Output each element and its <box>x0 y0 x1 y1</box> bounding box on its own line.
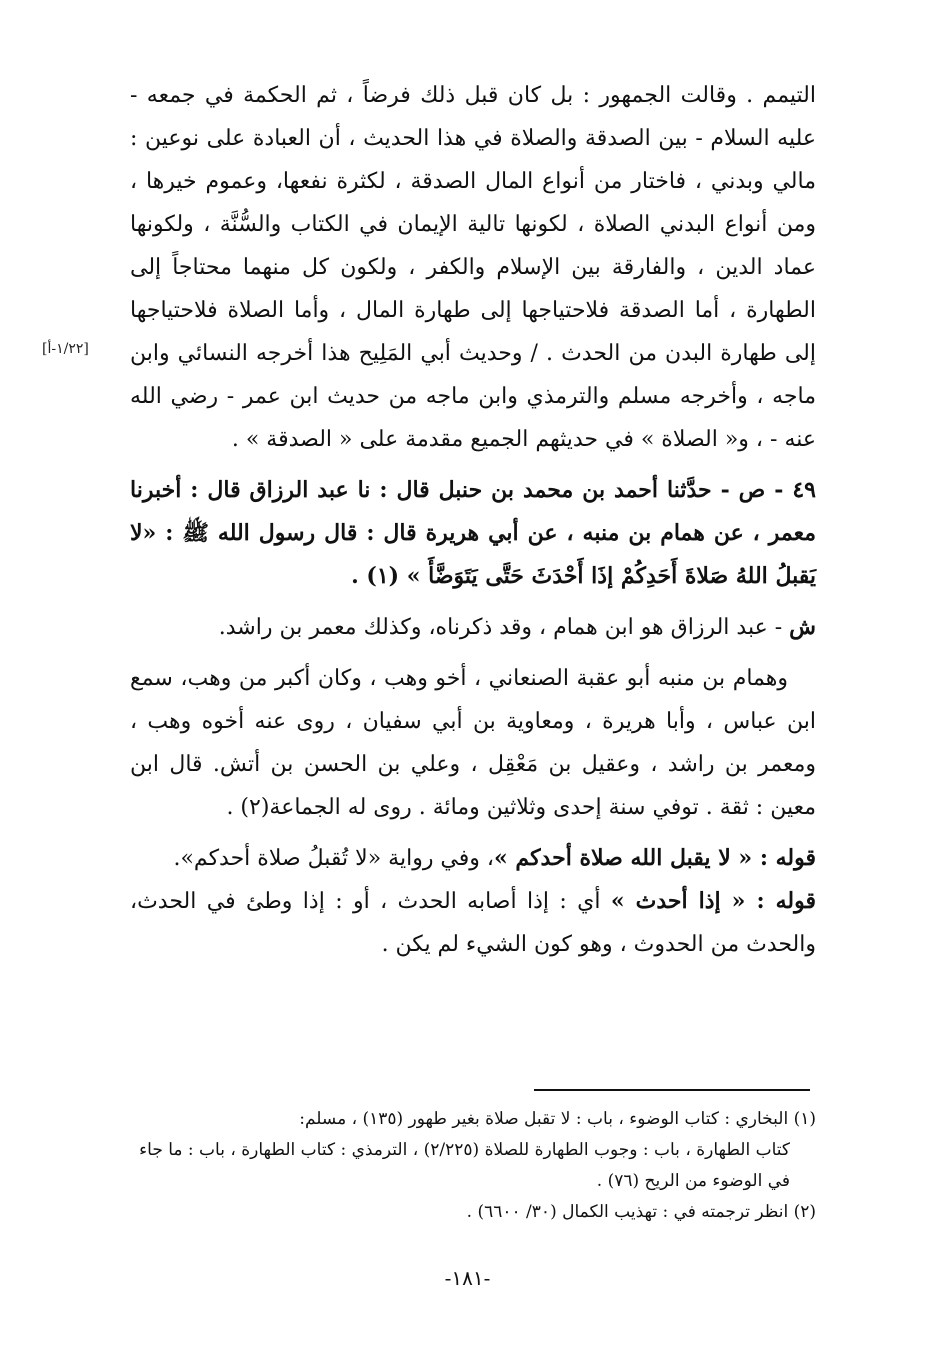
footnote-1: (١) البخاري : كتاب الوضوء ، باب : لا تقبل صلاة بغير طهور (١٣٥) ، مسلم: <box>299 1109 816 1129</box>
footnote-2: (٢) انظر ترجمته في : تهذيب الكمال (٣٠/ ٦٦٠٠) . <box>466 1202 816 1222</box>
qawluh-rest: أي : إذا أصابه الحدث ، أو : إذا وطئ في الحدث، والحدث من الحدوث ، وهو كون الشيء لم يكن . <box>130 889 816 957</box>
main-text <box>130 74 816 966</box>
qawluh-lead: قوله : « لا يقبل الله صلاة أحدكم » <box>494 845 816 871</box>
footnotes <box>130 1104 816 1228</box>
footnote-1-continuation: كتاب الطهارة ، باب : وجوب الطهارة للصلاة (٢/٢٢٥) ، الترمذي : كتاب الطهارة ، باب : ما جاء في الوضوء من الريح (٧٦) . <box>139 1140 790 1191</box>
sharh-marker: ش <box>789 614 816 640</box>
hadith-49: ٤٩ - ص - حدَّثنا أحمد بن محمد بن حنبل قال : نا عبد الرزاق قال : أخبرنا معمر ، عن همام بن منبه ، عن أبي هريرة قال : قال رسول الله ﷺ : «لا يَقبلُ اللهُ صَلاةَ أَحَدِكُمْ إذَا أَحْدَثَ حَتَّى يَتَوَضَّأَ » (١) . <box>130 477 816 589</box>
page-number: -١٨١- <box>444 1266 491 1290</box>
qawluh-idha-ahdath <box>130 880 816 966</box>
footnote-separator <box>534 1089 810 1091</box>
manuscript-folio-reference: [١/٢٢-أ] <box>42 341 89 357</box>
sharh-text: - عبد الرزاق هو ابن همام ، وقد ذكرناه، وكذلك معمر بن راشد. <box>218 615 790 640</box>
body-paragraph: التيمم . وقالت الجمهور : بل كان قبل ذلك فرضاً ، ثم الحكمة في جمعه - عليه السلام - بين الصدقة والصلاة في هذا الحديث ، أن العبادة على نوعين : مالي وبدني ، فاختار من أنواع المال الصدقة ، لكثرة نفعها، وعموم خيرها ، ومن أنواع البدني الصلاة ، لكونها تالية الإيمان في الكتاب والسُّنَّة ، ولكونها عماد الدين ، والفارقة بين الإسلام والكفر ، ولكون كل منهما محتاجاً إلى الطهارة ، أما الصدقة فلاحتياجها إلى طهارة المال ، وأما الصلاة فلاحتياجها إلى طهارة البدن من الحدث . / وحديث أبي المَلِيح هذا أخرجه النسائي وابن ماجه ، وأخرجه مسلم والترمذي وابن ماجه من حديث ابن عمر - رضي الله عنه - ، و« الصلاة » في حديثهم الجميع مقدمة على « الصدقة » . <box>130 83 816 452</box>
qawluh-rest: ، وفي رواية «لا تُقبلُ صلاة أحدكم». <box>173 846 495 871</box>
qawluh-la-yaqbal <box>130 837 816 880</box>
qawluh-lead: قوله : « إذا أحدث » <box>610 888 817 914</box>
hammam-biography: وهمام بن منبه أبو عقبة الصنعاني ، أخو وهب ، وكان أكبر من وهب، سمع ابن عباس ، وأبا هريرة ، ومعاوية بن أبي سفيان ، روى عنه أخوه وهب ، ومعمر بن راشد ، وعقيل بن مَعْقِل ، وعلي بن الحسن بن أتش. قال ابن معين : ثقة . توفي سنة إحدى وثلاثين ومائة . روى له الجماعة(٢) . <box>130 666 816 820</box>
sharh-paragraph <box>130 606 816 649</box>
